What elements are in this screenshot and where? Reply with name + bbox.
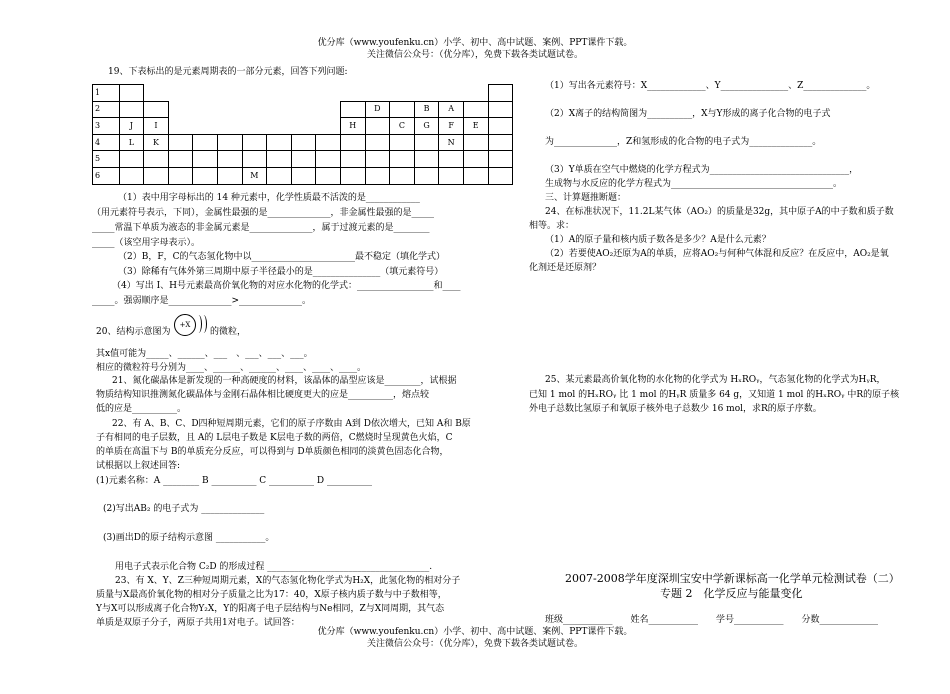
q19-part4-b: _____。强弱顺序是______________>______________。 [92, 296, 312, 306]
q23-line-3: Y与X可以形成离子化合物Y₂X，Y的阳离子电子层结构与Ne相同，Z与X同周期，其气态 [96, 604, 445, 614]
element-cell [316, 151, 341, 168]
element-cell [119, 85, 144, 102]
element-cell [488, 118, 513, 135]
element-cell [439, 85, 464, 102]
element-cell [390, 151, 415, 168]
element-cell: I [144, 118, 169, 135]
q19-part1-c: _____常温下单质为液态的非金属元素是______________，属于过渡元素的是________ [92, 223, 430, 233]
element-cell [193, 134, 218, 151]
q21-line-1: 21、氮化碳晶体是新发现的一种高硬度的材料，该晶体的晶型应该是________，试根据 [112, 376, 457, 386]
q20-tail: 的微粒， [210, 327, 247, 337]
element-cell [439, 167, 464, 184]
element-cell [463, 101, 488, 118]
element-cell [267, 151, 292, 168]
element-cell [463, 151, 488, 168]
element-cell [193, 85, 218, 102]
element-cell: K [144, 134, 169, 151]
element-cell: C [390, 118, 415, 135]
atom-structure-diagram: +X [174, 314, 196, 336]
q20-symbols: 相应的微粒符号分别为____、______、______、____、____、____。 [96, 363, 367, 373]
q19-part1-b: （用元素符号表示，下同），金属性最强的是______________，非金属性最强的是_____ [92, 208, 435, 218]
element-cell [267, 85, 292, 102]
element-cell [193, 151, 218, 168]
element-cell [439, 151, 464, 168]
element-cell [414, 85, 439, 102]
q19-part1-a: （1）表中用字母标出的 14 种元素中，化学性质最不活泼的是____________ [118, 193, 420, 203]
element-cell [291, 134, 316, 151]
q19-part3: （3）除稀有气体外第三周期中原子半径最小的是_______________（填元素符号） [118, 267, 444, 277]
q20-values: 其x值可能为_____、______、___ 、___、___、___。 [96, 349, 313, 359]
q21-line-2: 物质结构知识推测氮化碳晶体与金刚石晶体相比硬度更大的应是__________，熔点较 [96, 390, 430, 400]
element-cell: L [119, 134, 144, 151]
element-cell [488, 101, 513, 118]
element-cell [414, 151, 439, 168]
element-cell: J [119, 118, 144, 135]
element-cell [217, 101, 242, 118]
q21-line-3: 低的应是__________。 [96, 404, 187, 414]
element-cell [144, 85, 169, 102]
element-cell [242, 134, 267, 151]
q22-line-4: 试根据以上叙述回答: [96, 461, 181, 471]
element-cell [119, 151, 144, 168]
element-cell [414, 167, 439, 184]
element-cell [463, 167, 488, 184]
element-cell [463, 134, 488, 151]
element-cell [316, 167, 341, 184]
footer-line-2: 关注微信公众号：（优分库），免费下载各类试题试卷。 [366, 639, 583, 649]
element-cell [119, 167, 144, 184]
element-cell [119, 101, 144, 118]
q22-line-2: 子有相同的电子层数，且 A的 L层电子数是 K层电子数的两倍，C燃烧时呈现黄色火焰，C [96, 433, 453, 443]
period-number-cell: 6 [93, 167, 120, 184]
element-cell: A [439, 101, 464, 118]
q24-line-1: 24、在标准状况下，11.2L某气体（AO₂）的质量是32g，其中原子A的中子数和质子数 [545, 207, 894, 217]
element-cell [168, 118, 193, 135]
q24-part1: （1）A的原子量和核内质子数各是多少？A是什么元素？ [545, 235, 771, 245]
element-cell [488, 167, 513, 184]
element-cell [316, 101, 341, 118]
element-cell: M [242, 167, 267, 184]
q23-line-1: 23、有 X、Y、Z三种短周期元素，X的气态氢化物化学式为H₂X，此氢化物的相对分子 [115, 576, 461, 586]
element-cell [291, 151, 316, 168]
element-cell [340, 101, 365, 118]
element-cell [340, 85, 365, 102]
element-cell [144, 101, 169, 118]
element-cell [217, 134, 242, 151]
periodic-table [92, 84, 513, 185]
q25-line-3: 外电子总数比氢原子和氧原子核外电子总数少 16 mol，求R的原子序数。 [529, 404, 822, 414]
element-cell [193, 118, 218, 135]
q25-line-1: 25、某元素最高价氧化物的水化物的化学式为 HₓROᵧ，气态氢化物的化学式为HᵧR， [545, 375, 886, 385]
element-cell [316, 85, 341, 102]
r-part1: （1）写出各元素符号：X_____________、Y_______________、Z______________。 [545, 81, 876, 91]
element-cell [291, 167, 316, 184]
element-cell [365, 134, 390, 151]
period-number-cell: 3 [93, 118, 120, 135]
element-cell [340, 151, 365, 168]
element-cell [291, 101, 316, 118]
element-cell: N [439, 134, 464, 151]
test-title: 2007-2008学年度深圳宝安中学新课标高一化学单元检测试卷（二） [565, 572, 900, 585]
period-number-cell: 2 [93, 101, 120, 118]
q20-lead: 20、结构示意图为 [96, 327, 171, 337]
element-cell [390, 85, 415, 102]
electron-shell-arc-2 [200, 315, 207, 333]
element-cell [168, 151, 193, 168]
q24-part2: （2）若要使AO₂还原为A的单质，应将AO₂与何种气体混和反应？在反应中，AO₂是氧 [545, 249, 889, 259]
period-number-cell: 1 [93, 85, 120, 102]
q22-part1: (1)元素名称：A ________ B __________ C __________ D __________ [96, 476, 372, 486]
q22-line-3: 的单质在高温下与 B的单质充分反应，可以得到与 D单质颜色相同的淡黄色固态化合物， [96, 447, 449, 457]
element-cell [365, 151, 390, 168]
element-cell [340, 134, 365, 151]
q24-part2-b: 化剂还是还原剂？ [529, 263, 602, 273]
element-cell [217, 118, 242, 135]
element-cell [316, 134, 341, 151]
element-cell [291, 118, 316, 135]
element-cell [365, 85, 390, 102]
element-cell [340, 167, 365, 184]
q19-part1-d: _____（该空用字母表示）。 [92, 238, 201, 248]
element-cell [242, 85, 267, 102]
q19-part4-a: （4）写出 I、H号元素最高价氧化物的对应水化物的化学式：_________________和____ [112, 281, 461, 291]
q22-part4: 用电子式表示化合物 C₂D 的形成过程 ____________________________________. [115, 562, 433, 572]
element-cell [144, 151, 169, 168]
element-cell: F [439, 118, 464, 135]
period-number-cell: 5 [93, 151, 120, 168]
element-cell [463, 85, 488, 102]
element-cell: G [414, 118, 439, 135]
element-cell [168, 134, 193, 151]
element-cell [390, 101, 415, 118]
test-subtitle: 专题 2 化学反应与能量变化 [660, 587, 803, 600]
header-line-2: 关注微信公众号：（优分库），免费下载各类试题试卷。 [366, 50, 583, 60]
q19-part2: （2）B，F，C的气态氢化物中以_______________________最不稳定（填化学式） [118, 252, 445, 262]
element-cell: H [340, 118, 365, 135]
element-cell [217, 151, 242, 168]
footer-line-1: 优分库（www.youfenku.cn）小学、初中、高中试题、案例、PPT课件下载。 [317, 627, 633, 637]
q22-part2: (2)写出AB₂ 的电子式为 ______________ [103, 504, 265, 514]
element-cell: D [365, 101, 390, 118]
element-cell [168, 167, 193, 184]
element-cell [267, 134, 292, 151]
element-cell [390, 167, 415, 184]
element-cell [242, 101, 267, 118]
element-cell [488, 85, 513, 102]
element-cell [193, 167, 218, 184]
element-cell [217, 167, 242, 184]
r-part2-b: 为______________，Z和氢形成的化合物的电子式为______________。 [545, 137, 822, 147]
q23-line-2: 质量与X最高价氧化物的相对分子质量之比为17：40，X原子核内质子数与中子数相等， [96, 590, 447, 600]
element-cell [242, 151, 267, 168]
element-cell [365, 167, 390, 184]
section-heading-calc: 三、计算题推断题： [545, 193, 627, 203]
element-cell [193, 101, 218, 118]
element-cell [242, 118, 267, 135]
r-part2: （2）X离子的结构简图为__________，X与Y形成的离子化合物的电子式 [545, 109, 831, 119]
q19-title: 19、下表标出的是元素周期表的一部分元素，回答下列问题: [108, 67, 348, 77]
element-cell [267, 118, 292, 135]
element-cell [168, 85, 193, 102]
q25-line-2: 已知 1 mol 的HₓROᵧ 比 1 mol 的HᵧR 质量多 64 g，又知道 1 mol 的HₓROᵧ 中R的原子核 [529, 390, 900, 400]
header-line-1: 优分库（www.youfenku.cn）小学、初中、高中试题、案例、PPT课件下载。 [317, 38, 633, 48]
element-cell [144, 167, 169, 184]
element-cell [414, 134, 439, 151]
element-cell: E [463, 118, 488, 135]
q22-part3: (3)画出D的原子结构示意图 ___________。 [103, 533, 275, 543]
element-cell [488, 151, 513, 168]
element-cell [267, 101, 292, 118]
r-part3-b: 生成物与水反应的化学方程式为____________________________________。 [545, 179, 843, 189]
student-info-line: 班级___________ 姓名___________ 学号___________ 分数_____________ [545, 615, 879, 625]
element-cell [488, 134, 513, 151]
q23-line-4: 单质是双原子分子，两原子共用1对电子。试回答： [96, 618, 300, 628]
element-cell [267, 167, 292, 184]
element-cell: B [414, 101, 439, 118]
element-cell [168, 101, 193, 118]
element-cell [217, 85, 242, 102]
element-cell [291, 85, 316, 102]
element-cell [365, 118, 390, 135]
element-cell [316, 118, 341, 135]
q22-line-1: 22、有 A、B、C、D四种短周期元素，它们的原子序数由 A到 D依次增大，已知 A和 B原 [112, 419, 471, 429]
r-part3: （3）Y单质在空气中燃烧的化学方程式为_______________________________， [545, 165, 859, 175]
period-number-cell: 4 [93, 134, 120, 151]
element-cell [390, 134, 415, 151]
q24-line-2: 相等。求： [529, 221, 575, 231]
